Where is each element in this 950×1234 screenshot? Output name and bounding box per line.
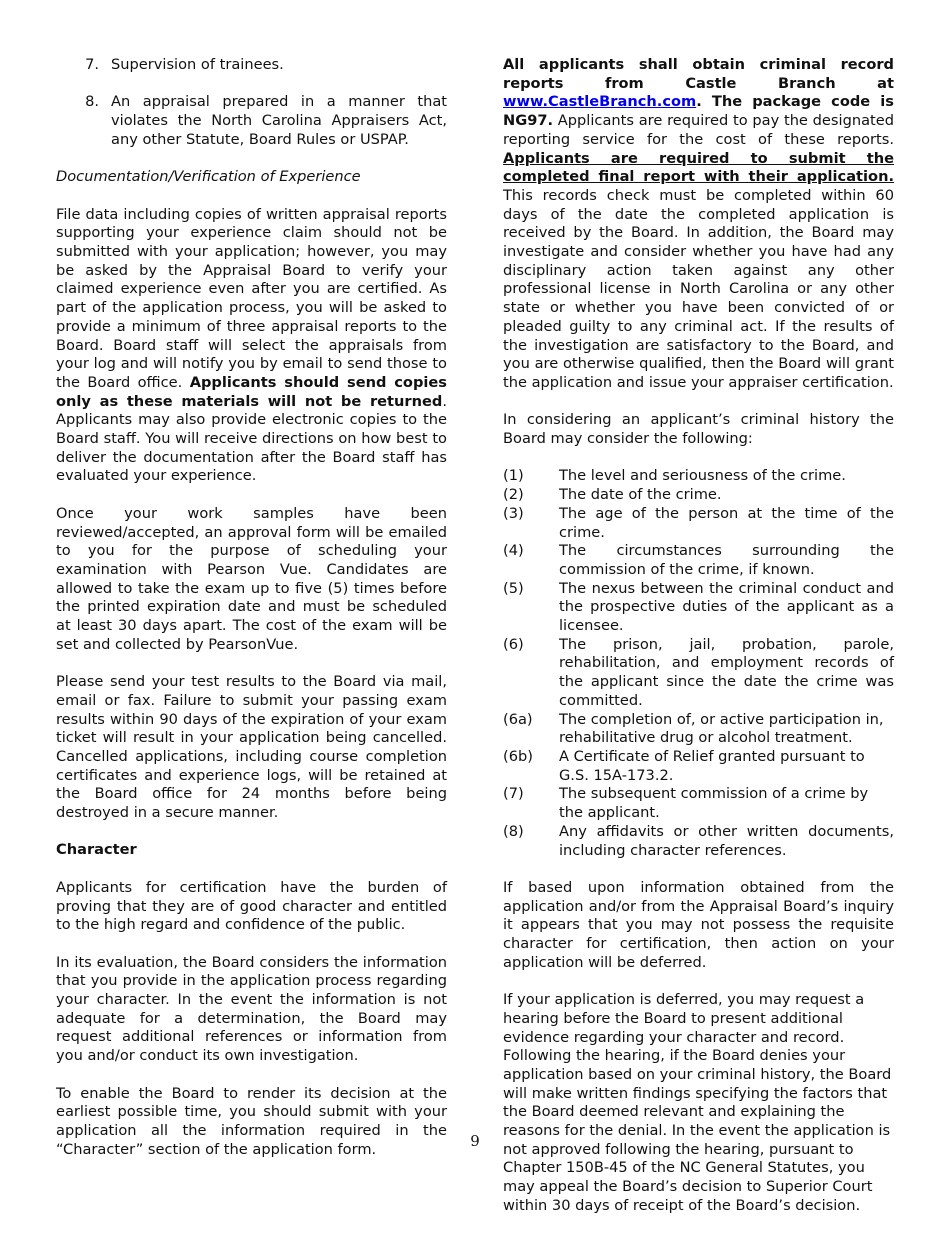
castle-branch-link[interactable]: www.CastleBranch.com (503, 93, 697, 111)
left-column (56, 56, 447, 1178)
criteria-item (503, 636, 894, 711)
criteria-item (503, 542, 894, 579)
list-item-text: Supervision of trainees. (111, 56, 284, 73)
numbered-list (56, 56, 447, 150)
criteria-number: (7) (503, 785, 524, 803)
criteria-number: (6b) (503, 747, 533, 765)
criteria-number: (1) (503, 467, 524, 485)
criteria-item (503, 505, 894, 542)
paragraph-text: File data including copies of written appraisal reports supporting your experience claim should not be submitted with your application; however, you may be asked by the Appraisal Board to verify your claimed experience even after you are certified. As part of the application process, you will be asked to provide a minimum of three appraisal reports to the Board. Board staff will select the appraisals from your log and will notify you by email to send those to the Board office. (56, 205, 447, 391)
criteria-item (503, 748, 894, 785)
criteria-item (503, 711, 894, 748)
character-paragraph-3: To enable the Board to render its decision at the earliest possible time, you should submit with your application all the information required in the “Character” section of the application form. (56, 1084, 447, 1158)
paragraph-text: Applicants are required to pay the designated reporting service for the cost of these reports. (503, 112, 894, 148)
criminal-record-paragraph (503, 56, 894, 393)
criteria-item (503, 486, 894, 505)
criteria-text: The subsequent commission of a crime by the applicant. (559, 785, 869, 822)
criteria-item (503, 823, 894, 860)
bold-notice: Applicants should send copies only as these materials will not be returned (56, 373, 447, 410)
documentation-paragraph-2: Once your work samples have been reviewed/accepted, an approval form will be emailed to you for the purpose of scheduling your examination with Pearson Vue. Candidates are allowed to take the exam up to five (5) times before the printed expiration date and must be scheduled at least 30 days apart. The cost of the exam will be set and collected by PearsonVue. (56, 504, 447, 653)
criteria-item (503, 785, 894, 822)
criteria-text: The prison, jail, probation, parole, rehabilitation, and employment records of the applicant since the date the crime was committed. (559, 635, 894, 709)
criteria-text: The level and seriousness of the crime. (559, 467, 846, 485)
criteria-text: The date of the crime. (559, 486, 722, 504)
criteria-number: (6a) (503, 710, 533, 728)
list-item (56, 93, 447, 149)
criteria-text: Any affidavits or other written documents, including character references. (559, 822, 894, 859)
deferral-paragraph: If based upon information obtained from the application and/or from the Appraisal Board’s inquiry it appears that you may not possess the requisite character for certification, then action on your application will be deferred. (503, 878, 894, 971)
documentation-paragraph-3: Please send your test results to the Board via mail, email or fax. Failure to submit your passing exam results within 90 days of the expiration of your exam ticket will result in your application being cancelled. Cancelled applications, including course completion certificates and experience logs, will be retained at the Board office for 24 months before being destroyed in a secure manner. (56, 673, 447, 822)
criteria-number: (2) (503, 486, 524, 504)
list-item (56, 56, 447, 75)
criteria-item (503, 580, 894, 636)
hearing-paragraph: If your application is deferred, you may request a hearing before the Board to present additional evidence regarding your character and record. Following the hearing, if the Board denies your application based on your criminal history, the Board will make written findings specifying the factors that the Board deemed relevant and explaining the reasons for the denial. In the event the application is not approved following the hearing, pursuant to Chapter 150B-45 of the NC General Statutes, you may appeal the Board’s decision to Superior Court within 30 days of receipt of the Board’s decision. (503, 991, 892, 1214)
bold-notice: . The package code is NG97. (503, 93, 894, 130)
criteria-item (503, 467, 894, 486)
documentation-heading: Documentation/Verification of Experience (56, 168, 361, 186)
right-column (503, 56, 894, 1234)
criteria-text: A Certificate of Relief granted pursuant to G.S. 15A-173.2. (559, 747, 865, 784)
documentation-paragraph-1 (56, 206, 447, 487)
criteria-number: (3) (503, 504, 524, 522)
criteria-number: (4) (503, 542, 524, 560)
criteria-text: The circumstances surrounding the commission of the crime, if known. (559, 542, 894, 578)
criteria-text: The age of the person at the time of the crime. (559, 504, 894, 541)
underlined-requirement: Applicants are required to submit the completed final report with their application. (503, 149, 894, 186)
character-heading: Character (56, 841, 137, 859)
paragraph-text: . Applicants may also provide electronic copies to the Board staff. You will receive directions on how best to deliver the documentation after the Board staff has evaluated your experience. (56, 392, 447, 485)
list-item-number: 8. (85, 93, 99, 111)
criteria-list (503, 467, 894, 860)
paragraph-text: This records check must be completed within 60 days of the date the completed application is received by the Board. In addition, the Board may investigate and consider whether you have had any disciplinary action taken against any other professional license in North Carolina or any other state or whether you have been convicted of or pleaded guilty to any criminal act. If the results of the investigation are satisfactory to the Board, and you are otherwise qualified, then the Board will grant the application and issue your appraiser certification. (503, 186, 894, 391)
criteria-number: (5) (503, 579, 524, 597)
criteria-number: (8) (503, 822, 524, 840)
criteria-text: The nexus between the criminal conduct and the prospective duties of the applicant as a licensee. (559, 579, 894, 635)
page-number: 9 (470, 1132, 480, 1150)
criteria-number: (6) (503, 635, 524, 653)
character-paragraph-2: In its evaluation, the Board considers the information that you provide in the application process regarding your character. In the event the information is not adequate for a determination, the Board may request additional references or information from you and/or conduct its own investigation. (56, 953, 447, 1065)
criminal-history-intro: In considering an applicant’s criminal history the Board may consider the following: (503, 411, 894, 448)
list-item-number: 7. (85, 56, 99, 73)
bold-notice: All applicants shall obtain criminal record reports from Castle Branch at (503, 56, 894, 92)
character-paragraph-1: Applicants for certification have the burden of proving that they are of good character and entitled to the high regard and confidence of the public. (56, 878, 447, 934)
list-item-text: An appraisal prepared in a manner that violates the North Carolina Appraisers Act, any other Statute, Board Rules or USPAP. (111, 93, 447, 148)
criteria-text: The completion of, or active participation in, rehabilitative drug or alcohol treatment. (559, 710, 884, 747)
